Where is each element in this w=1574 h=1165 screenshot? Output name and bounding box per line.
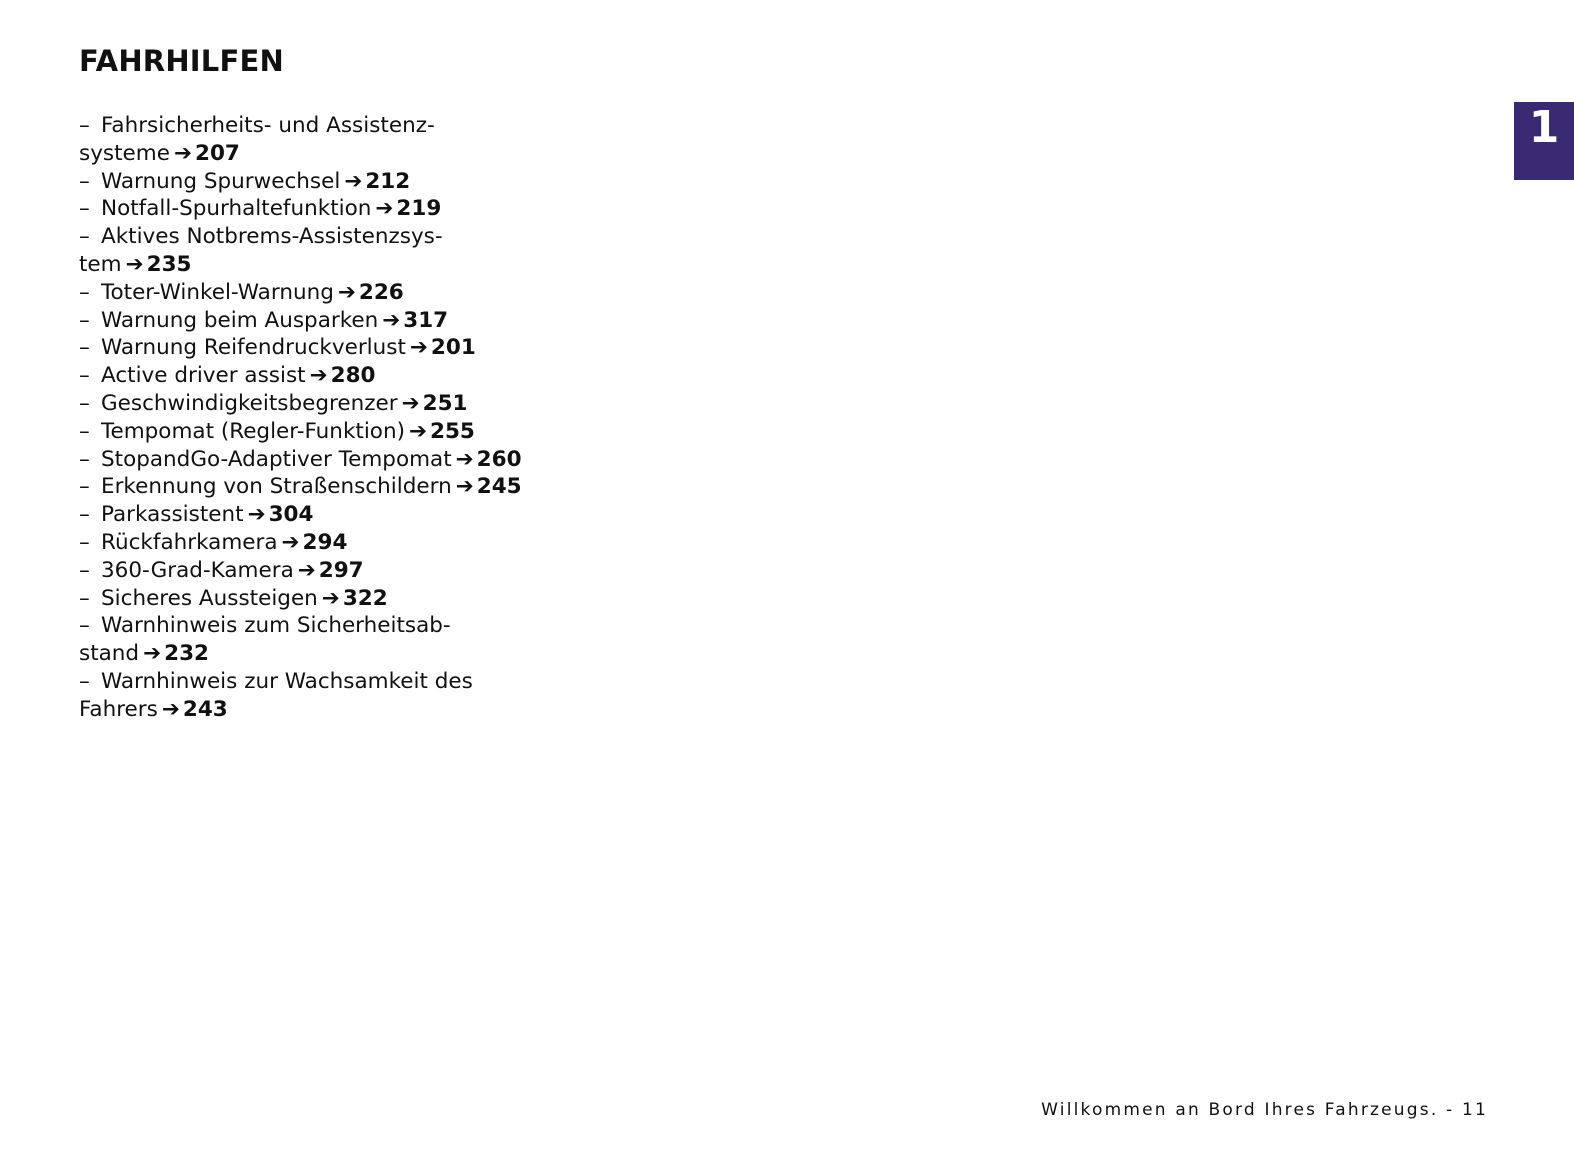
entry-dash: – — [79, 168, 90, 194]
index-entry[interactable] — [79, 195, 539, 223]
index-entry[interactable] — [79, 418, 539, 446]
entry-dash: – — [79, 446, 90, 472]
entry-label: Warnung Spurwechsel — [101, 168, 341, 194]
arrow-right-icon: ➔ — [337, 279, 356, 305]
entry-dash: – — [79, 585, 90, 611]
entry-label: Warnung Reifendruckverlust — [101, 335, 406, 361]
entry-label: Tempomat (Regler-Funktion) — [101, 418, 405, 444]
index-entry[interactable] — [79, 362, 539, 390]
entry-label: Fahrsicherheits- und Assistenzsysteme — [79, 113, 435, 166]
arrow-right-icon: ➔ — [455, 446, 474, 472]
chapter-number: 1 — [1528, 102, 1560, 153]
page-reference-link[interactable]: 280 — [330, 363, 376, 389]
arrow-right-icon: ➔ — [409, 335, 428, 361]
index-entry[interactable] — [79, 668, 539, 724]
index-entry[interactable] — [79, 112, 539, 168]
entry-dash: – — [79, 307, 90, 333]
page-reference-link[interactable]: 260 — [476, 446, 522, 472]
section-title: FAHRHILFEN — [79, 44, 284, 78]
page-reference-link[interactable]: 235 — [146, 251, 192, 277]
index-entry[interactable] — [79, 529, 539, 557]
entry-dash: – — [79, 224, 90, 250]
page-reference-link[interactable]: 317 — [403, 307, 449, 333]
page-reference-link[interactable]: 226 — [358, 279, 404, 305]
entry-label: Parkassistent — [101, 502, 244, 528]
page-reference-link[interactable]: 251 — [422, 390, 468, 416]
entry-label: Warnhinweis zur Wachsamkeit des Fahrers — [79, 668, 473, 722]
entry-label: 360-Grad-Kamera — [101, 557, 294, 583]
entry-dash: – — [79, 502, 90, 528]
index-entry[interactable] — [79, 585, 539, 613]
entry-label: StopandGo-Adaptiver Tempomat — [101, 446, 452, 472]
page-reference-link[interactable]: 297 — [318, 557, 364, 583]
index-entry[interactable] — [79, 307, 539, 335]
arrow-right-icon: ➔ — [321, 585, 340, 611]
page-reference-link[interactable]: 201 — [430, 335, 476, 361]
page-reference-link[interactable]: 255 — [429, 418, 475, 444]
index-entry[interactable] — [79, 334, 539, 362]
page-reference-link[interactable]: 304 — [268, 502, 314, 528]
entry-label: Sicheres Aussteigen — [101, 585, 318, 611]
page-reference-link[interactable]: 219 — [396, 196, 442, 222]
page-reference-link[interactable]: 212 — [365, 168, 411, 194]
index-entry[interactable] — [79, 446, 539, 474]
entry-label: Rückfahrkamera — [101, 529, 278, 555]
page-reference-link[interactable]: 207 — [194, 140, 240, 166]
page-reference-link[interactable]: 322 — [342, 585, 388, 611]
arrow-right-icon: ➔ — [297, 557, 316, 583]
page-footer: Willkommen an Bord Ihres Fahrzeugs. - 11 — [1041, 1100, 1488, 1120]
entry-dash: – — [79, 335, 90, 361]
entry-dash: – — [79, 668, 90, 694]
entry-dash: – — [79, 196, 90, 222]
entry-dash: – — [79, 418, 90, 444]
entry-label: Geschwindigkeitsbegrenzer — [101, 390, 398, 416]
index-entry[interactable] — [79, 390, 539, 418]
entry-label: Toter-Winkel-Warnung — [101, 279, 334, 305]
page-reference-link[interactable]: 243 — [182, 696, 228, 722]
entry-label: Active driver assist — [101, 363, 306, 389]
chapter-tab[interactable] — [1514, 102, 1574, 180]
page-reference-link[interactable]: 232 — [164, 641, 209, 667]
entry-dash: – — [79, 363, 90, 389]
arrow-right-icon: ➔ — [173, 140, 192, 166]
entry-dash: – — [79, 613, 90, 639]
arrow-right-icon: ➔ — [125, 251, 144, 277]
entry-label: Erkennung von Straßenschildern — [101, 474, 452, 500]
arrow-right-icon: ➔ — [375, 196, 394, 222]
arrow-right-icon: ➔ — [408, 418, 427, 444]
entry-dash: – — [79, 113, 90, 138]
index-entry[interactable] — [79, 501, 539, 529]
arrow-right-icon: ➔ — [382, 307, 401, 333]
entry-dash: – — [79, 529, 90, 555]
arrow-right-icon: ➔ — [401, 390, 420, 416]
entry-dash: – — [79, 557, 90, 583]
arrow-right-icon: ➔ — [344, 168, 363, 194]
arrow-right-icon: ➔ — [247, 502, 266, 528]
index-entry[interactable] — [79, 557, 539, 585]
entry-dash: – — [79, 279, 90, 305]
entry-label: Notfall-Spurhaltefunktion — [101, 196, 372, 222]
page-reference-link[interactable]: 294 — [302, 529, 348, 555]
index-entry[interactable] — [79, 612, 539, 668]
index-entry[interactable] — [79, 168, 539, 196]
arrow-right-icon: ➔ — [161, 696, 180, 722]
entry-label: Warnhinweis zum Sicherheitsabstand — [79, 613, 451, 667]
index-entry[interactable] — [79, 473, 539, 501]
entry-label: Aktives Notbrems-Assistenzsystem — [79, 224, 443, 277]
arrow-right-icon: ➔ — [143, 641, 162, 667]
index-entry[interactable] — [79, 279, 539, 307]
index-entry-list — [79, 112, 539, 724]
arrow-right-icon: ➔ — [281, 529, 300, 555]
entry-label: Warnung beim Ausparken — [101, 307, 379, 333]
page-reference-link[interactable]: 245 — [476, 474, 522, 500]
arrow-right-icon: ➔ — [309, 363, 328, 389]
entry-dash: – — [79, 390, 90, 416]
arrow-right-icon: ➔ — [455, 474, 474, 500]
entry-dash: – — [79, 474, 90, 500]
index-entry[interactable] — [79, 223, 539, 279]
